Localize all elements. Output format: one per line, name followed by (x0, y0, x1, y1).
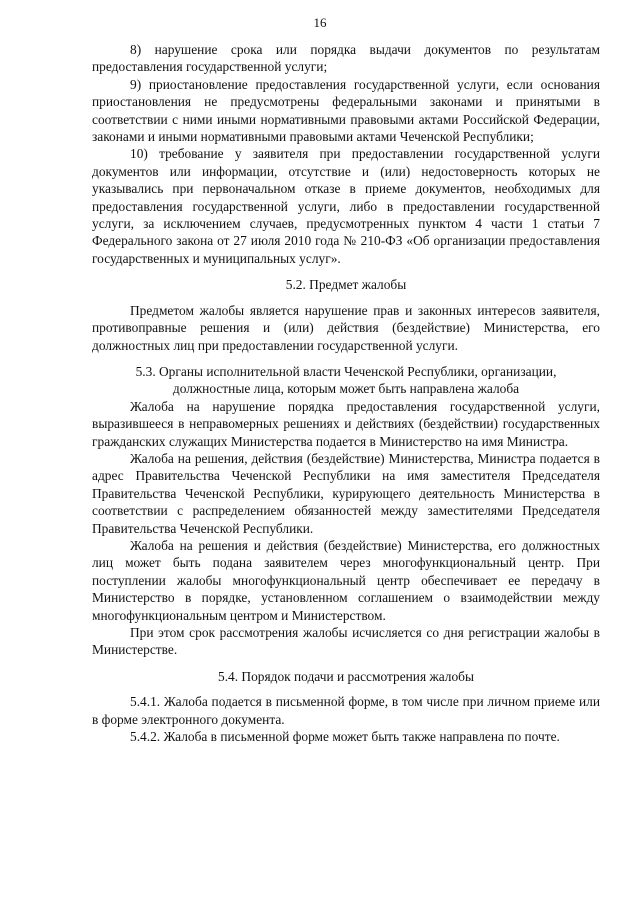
section-5-4-paragraph-2: 5.4.2. Жалоба в письменной форме может быть также направлена по почте. (130, 729, 560, 745)
section-5-3-heading-line2: должностные лица, которым может быть направлена жалоба (172, 381, 520, 397)
section-5-4-heading: 5.4. Порядок подачи и рассмотрения жалобы (218, 668, 474, 684)
section-5-2-paragraph: Предметом жалобы является нарушение прав и законных интересов заявителя, противоправные решения и (или) действия (бездействие) Министерства, его должностных лиц при предоставлении государственной услуги. (92, 302, 600, 353)
list-item-9: 9) приостановление предоставления государственной услуги, если основания приостановления не предусмотрены федеральными законами и принятыми в соответствии с ними иными нормативными правовыми актами Российской Федерации, законами и иными нормативными правовыми актами Чеченской Республики; (92, 76, 600, 145)
page-number: 16 (313, 15, 327, 30)
section-5-3-paragraph-3: Жалоба на решения и действия (бездействие) Министерства, его должностных лиц может быть подана заявителем через многофункциональный центр. При поступлении жалобы многофункциональный центр обеспечивает ее передачу в Министерство в порядке, установленном соглашением о взаимодействии между многофункциональным центром и Министерством. (92, 537, 600, 623)
section-5-2-heading: 5.2. Предмет жалобы (285, 277, 407, 293)
section-5-3-paragraph-1: Жалоба на нарушение порядка предоставления государственной услуги, выразившееся в неправомерных решениях и действиях (бездействии) государственных гражданских служащих Министерства подается в Министерство на имя Министра. (92, 398, 600, 449)
section-5-3-heading-line1: 5.3. Органы исполнительной власти Чеченской Республики, организации, (135, 363, 557, 379)
list-item-10: 10) требование у заявителя при предоставлении государственной услуги документов или информации, отсутствие и (или) недостоверность которых не указывались при первоначальном отказе в приеме документов, необходимых для предоставления государственной услуги, либо в предоставлении государственной услуги, за исключением случаев, предусмотренных пунктом 4 части 1 статьи 7 Федерального закона от 27 июля 2010 года № 210-ФЗ «Об организации предоставления государственных и муниципальных услуг». (92, 146, 600, 266)
list-item-8: 8) нарушение срока или порядка выдачи документов по результатам предоставления государственной услуги; (92, 42, 600, 75)
section-5-4-paragraph-1: 5.4.1. Жалоба подается в письменной форме, в том числе при личном приеме или в форме электронного документа. (92, 694, 600, 727)
document-body (92, 41, 600, 745)
section-5-3-paragraph-2: Жалоба на решения, действия (бездействие) Министерства, Министра подается в адрес Правительства Чеченской Республики на имя заместителя Председателя Правительства Чеченской Республики, курирующего деятельность Министерства в соответствии с распределением обязанностей между заместителями Председателя Правительства Чеченской Республики. (92, 450, 600, 536)
section-5-3-paragraph-4: При этом срок рассмотрения жалобы исчисляется со дня регистрации жалобы в Министерстве. (92, 625, 600, 658)
